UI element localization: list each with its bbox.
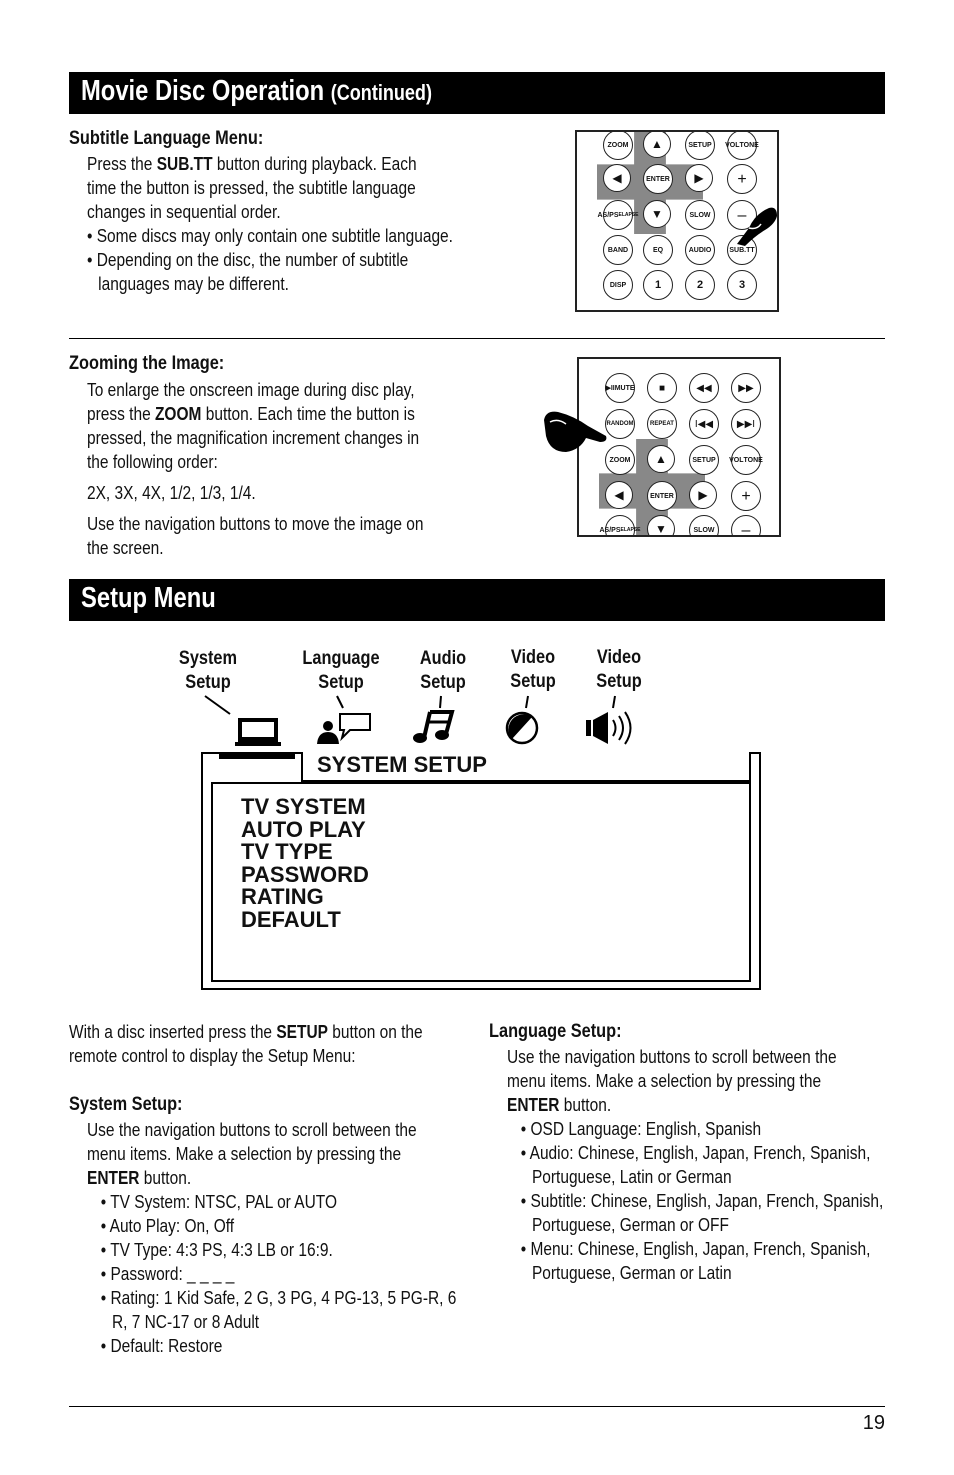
down-arrow-icon: ▼ <box>643 200 671 228</box>
bullet: • Audio: Chinese, English, Japan, French, Spanish, Portuguese, Latin or German <box>520 1143 871 1187</box>
section-header-movie-disc <box>69 72 885 114</box>
fast-forward-button: ▶▶ <box>731 373 761 403</box>
slow-button: SLOW <box>685 200 715 230</box>
icon-label-language: Language Setup <box>302 648 380 693</box>
language-setup-body: Use the navigation buttons to scroll between the menu items. Make a selection by pressing the ENTER button. • OSD Language: English, Spanish • Audio: Chinese, English, Japan, French, Spanish, Portuguese, Latin or German • Subtitle: Chinese, English, Japan, French, Spanish, Portuguese, German or OFF • Menu: Chinese, English, Japan, French, Spanish, Portuguese, German or Latin <box>507 1045 887 1285</box>
left-arrow-icon: ◀ <box>605 481 633 509</box>
contrast-icon <box>507 713 537 743</box>
slow-button: SLOW <box>689 515 719 537</box>
up-arrow-icon: ▲ <box>647 445 675 473</box>
vol-tone-button: VOL TONE <box>727 130 757 160</box>
subtitle-body: Press the SUB.TT button during playback. Each time the button is pressed, the subtitle language changes in sequential order. • Some discs may only contain one subtitle language. • Depending on the disc, the number of subtitle languages may be different. <box>87 152 470 296</box>
bullet: • Menu: Chinese, English, Japan, French, Spanish, Portuguese, German or Latin <box>520 1239 871 1283</box>
setup-button: SETUP <box>685 130 715 160</box>
page-number: 19 <box>862 1412 885 1434</box>
plus-button: + <box>731 481 761 511</box>
bullet: • Auto Play: On, Off <box>100 1216 235 1236</box>
language-setup-heading: Language Setup: <box>489 1021 622 1042</box>
enter-button: ENTER <box>643 164 673 194</box>
disp-button: DISP <box>603 270 633 300</box>
intro-text: With a disc inserted press the SETUP button on the remote control to display the Setup Menu: <box>69 1022 423 1066</box>
icon-row <box>190 690 650 750</box>
repeat-button: REPEAT <box>647 409 677 439</box>
setup-button: SETUP <box>689 445 719 475</box>
system-setup-body: Use the navigation buttons to scroll between the menu items. Make a selection by pressing the ENTER button. • TV System: NTSC, PAL or AUTO • Auto Play: On, Off • TV Type: 4:3 PS, 4:3 LB or 16:9. • Password: _ _ _ _ • Rating: 1 Kid Safe, 2 G, 3 PG, 4 PG-13, 5 PG-R, 6 R, 7 NC-17 or 8 Adult • Default: Restore <box>87 1118 467 1358</box>
menu-title: SYSTEM SETUP <box>317 752 487 777</box>
continued-label: (Continued) <box>330 80 432 105</box>
menu-item: PASSWORD <box>241 861 369 887</box>
eq-button: EQ <box>643 235 673 265</box>
icon-label-system: System Setup <box>178 648 238 693</box>
bullet: • OSD Language: English, Spanish <box>520 1119 762 1139</box>
speaker-icon <box>586 712 631 744</box>
section-title: Setup Menu <box>81 582 216 614</box>
pointing-hand-icon <box>735 200 779 248</box>
number-3-button: 3 <box>727 270 757 300</box>
speech-person-icon <box>317 714 370 744</box>
bullet: • TV Type: 4:3 PS, 4:3 LB or 16:9. <box>100 1240 333 1260</box>
number-2-button: 2 <box>685 270 715 300</box>
asps-button: AS/PS ELAPSE <box>603 200 633 230</box>
menu-title-box <box>301 752 751 782</box>
left-arrow-icon: ◀ <box>603 164 631 192</box>
previous-button: I◀◀ <box>689 409 719 439</box>
next-button: ▶▶I <box>731 409 761 439</box>
band-button: BAND <box>603 235 633 265</box>
subtitle-heading: Subtitle Language Menu: <box>69 128 264 149</box>
footer-rule <box>69 1406 885 1407</box>
up-arrow-icon: ▲ <box>643 130 671 158</box>
divider <box>69 338 885 339</box>
zoom-button: ZOOM <box>603 130 633 160</box>
monitor-icon <box>235 718 281 746</box>
icon-label-video-2: Video Setup <box>596 647 642 692</box>
menu-items <box>241 796 369 931</box>
bullet: • Some discs may only contain one subtitle language. <box>87 226 453 246</box>
stop-button: ■ <box>647 373 677 403</box>
zoom-body: To enlarge the onscreen image during disc play, press the ZOOM button. Each time the button is pressed, the magnification increment changes in the following order: 2X, 3X, 4X, 1/2, 1/3, 1/4. Use the navigation buttons to move the image on the screen. <box>87 380 424 558</box>
bullet: • Subtitle: Chinese, English, Japan, French, Spanish, Portuguese, German or OFF <box>520 1191 884 1235</box>
pointing-hand-icon <box>540 406 610 458</box>
subtt-button: SUB.TT <box>727 235 757 265</box>
down-arrow-icon: ▼ <box>647 515 675 537</box>
right-arrow-icon: ▶ <box>689 481 717 509</box>
icon-label-audio: Audio Setup <box>419 648 467 693</box>
right-arrow-icon: ▶ <box>685 164 713 192</box>
audio-button: AUDIO <box>685 235 715 265</box>
minus-button: – <box>727 200 757 230</box>
bullet: • Password: _ _ _ _ <box>100 1264 235 1284</box>
bullet: • Default: Restore <box>100 1336 223 1356</box>
icon-label-video: Video Setup <box>510 647 556 692</box>
zoom-button: ZOOM <box>605 445 635 475</box>
menu-item: DEFAULT <box>241 906 341 932</box>
random-button: RANDOM <box>605 409 635 439</box>
remote-illustration-subtt <box>575 130 779 312</box>
bullet: • Rating: 1 Kid Safe, 2 G, 3 PG, 4 PG-13, 5 PG-R, 6 R, 7 NC-17 or 8 Adult <box>100 1288 457 1332</box>
vol-tone-button: VOL TONE <box>731 445 761 475</box>
bullet: • Depending on the disc, the number of subtitle languages may be different. <box>87 250 409 294</box>
zoom-heading: Zooming the Image: <box>69 353 225 374</box>
section-header-setup-menu <box>69 579 885 621</box>
play-pause-button: ▶II MUTE <box>605 373 635 403</box>
menu-item: AUTO PLAY <box>241 816 366 842</box>
number-1-button: 1 <box>643 270 673 300</box>
system-setup-heading: System Setup: <box>69 1094 183 1115</box>
menu-item: TV SYSTEM <box>241 794 366 819</box>
rewind-button: ◀◀ <box>689 373 719 403</box>
selected-tab-indicator <box>219 752 295 759</box>
minus-button: – <box>731 515 761 537</box>
menu-item: RATING <box>241 884 324 909</box>
menu-item: TV TYPE <box>241 839 333 864</box>
section-title: Movie Disc Operation <box>81 75 325 107</box>
bullet: • TV System: NTSC, PAL or AUTO <box>100 1192 338 1212</box>
asps-button: AS/PS ELAPSE <box>605 515 635 537</box>
plus-button: + <box>727 164 757 194</box>
music-note-icon <box>413 712 452 743</box>
enter-button: ENTER <box>647 481 677 511</box>
